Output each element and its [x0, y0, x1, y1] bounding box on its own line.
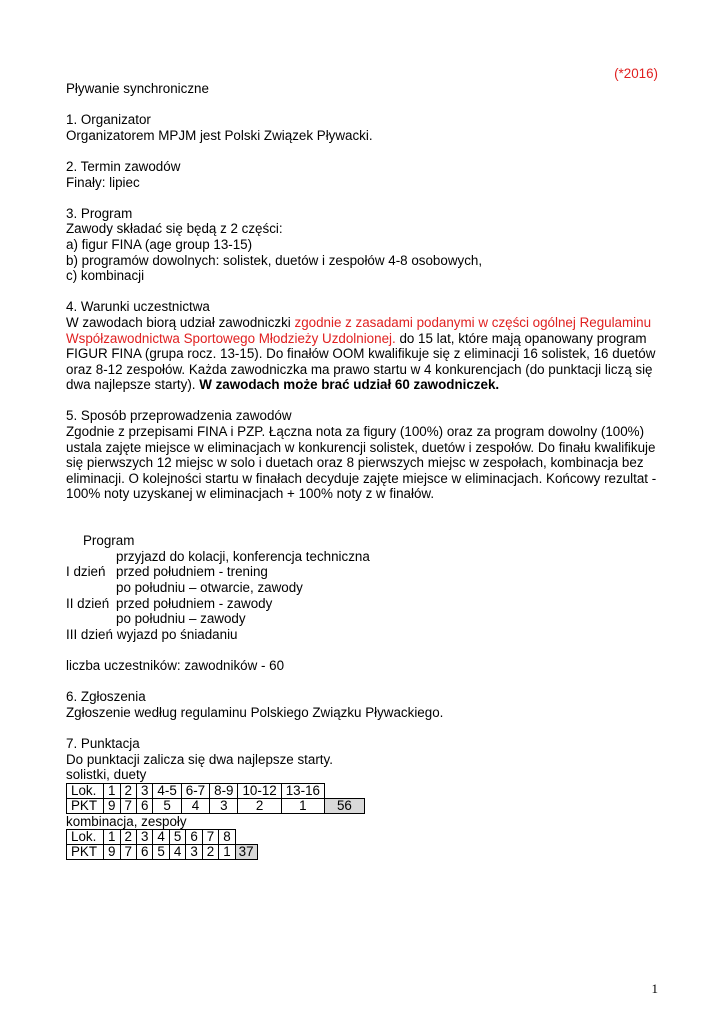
row-label: Lok.	[67, 783, 104, 798]
document-content	[66, 81, 658, 860]
points-cell: 7	[120, 845, 136, 860]
section-4-heading: 4. Warunki uczestnictwa	[66, 299, 210, 315]
place-cell: 8	[219, 830, 235, 845]
place-cell: 3	[136, 783, 152, 798]
section-7-intro: Do punktacji zalicza się dwa najlepsze starty.	[66, 751, 333, 767]
place-cell: 7	[202, 830, 218, 845]
schedule-row	[66, 580, 658, 596]
place-cell: 5	[169, 830, 185, 845]
points-cell: 1	[219, 845, 235, 860]
points-cell: 4	[169, 845, 185, 860]
place-cell: 2	[120, 783, 136, 798]
place-cell: 13-16	[281, 783, 324, 798]
points-cell: 9	[104, 798, 120, 813]
place-cell: 6	[186, 830, 202, 845]
place-cell: 4-5	[153, 783, 181, 798]
schedule-row	[66, 627, 658, 643]
table-row	[67, 830, 258, 845]
schedule-day	[66, 580, 116, 596]
place-cell: 1	[104, 830, 120, 845]
table-row	[67, 798, 365, 813]
points-cell: 1	[281, 798, 324, 813]
points-cell: 6	[136, 798, 152, 813]
schedule-row	[66, 564, 658, 580]
points-sum-cell: 56	[324, 798, 364, 813]
schedule-text: wyjazd po śniadaniu	[116, 626, 238, 642]
schedule-row	[66, 596, 658, 612]
section-5-heading: 5. Sposób przeprowadzenia zawodów	[66, 408, 292, 424]
schedule-day	[66, 549, 116, 565]
section-3-item-b: b) programów dowolnych: solistek, duetów i zespołów 4-8 osobowych,	[66, 252, 483, 268]
points-sum-cell: 37	[235, 845, 257, 860]
table-row	[67, 845, 258, 860]
points-table-solo-duet	[66, 783, 365, 814]
place-cell: 8-9	[210, 783, 238, 798]
points-cell: 2	[238, 798, 281, 813]
section-3-intro: Zawody składać się będą z 2 części:	[66, 221, 283, 237]
schedule-text: przyjazd do kolacji, konferencja techniczna	[116, 548, 370, 564]
section-5-text: Zgodnie z przepisami FINA i PZP. Łączna nota za figury (100%) oraz za program dowolny (100%) ustala zajęte miejsce w eliminacjach w konkurencji solistek, duetów i zespołów. Do finału kwalifikuje się pierwszych 12 miejsc w solo i duetach oraz 8 pierwszych miejsc w zespołach, kombinacja bez eliminacji. O kolejności startu w finałach decyduje zajęte miejsce w eliminacjach. Końcowy rezultat - 100% noty uzyskanej w eliminacjach + 100% noty z w finałów.	[66, 424, 657, 502]
row-label: PKT	[67, 845, 104, 860]
schedule-day	[66, 611, 116, 627]
points-cell: 4	[181, 798, 209, 813]
row-label: PKT	[67, 798, 104, 813]
year-mark: (*2016)	[614, 66, 658, 81]
section-2-text: Finały: lipiec	[66, 174, 140, 190]
schedule-title: Program	[83, 533, 135, 549]
points-cell: 2	[202, 845, 218, 860]
section-4-text-part1: W zawodach biorą udział zawodniczki	[66, 314, 295, 330]
points-cell: 7	[120, 798, 136, 813]
place-cell: 1	[104, 783, 120, 798]
schedule-row	[66, 549, 658, 565]
schedule-day: I dzień	[66, 564, 106, 580]
points-cell: 3	[186, 845, 202, 860]
points-cell: 3	[210, 798, 238, 813]
place-cell: 6-7	[181, 783, 209, 798]
row-label: Lok.	[67, 830, 104, 845]
points-table-combo-team	[66, 829, 258, 860]
section-7-heading: 7. Punktacja	[66, 735, 140, 751]
points-cell: 5	[153, 845, 169, 860]
schedule-day: III dzień	[66, 626, 113, 642]
schedule-day: II dzień	[66, 595, 110, 611]
place-cell: 3	[136, 830, 152, 845]
participants-count: liczba uczestników: zawodników - 60	[66, 657, 285, 673]
section-4-text-part3: do 15 lat, które mają opanowany program FIGUR FINA (grupa rocz. 13-15). Do finałów OOM kwalifikuje się z eliminacji 16 solistek, 16 duetów oraz 8-12 zespołów. Każda zawodniczka ma prawo startu w 4 konkurencjach (do punktacji liczą się dwa najlepsze starty).	[66, 330, 656, 393]
section-2-heading: 2. Termin zawodów	[66, 158, 181, 174]
section-4-text	[66, 315, 658, 393]
points-cell: 6	[136, 845, 152, 860]
page-number: 1	[651, 981, 658, 997]
table-row	[67, 783, 365, 798]
section-1-text: Organizatorem MPJM jest Polski Związek Pływacki.	[66, 127, 373, 143]
section-4-bold-text: W zawodach może brać udział 60 zawodniczek.	[199, 377, 500, 393]
section-3-heading: 3. Program	[66, 205, 133, 221]
table-1-caption: solistki, duety	[66, 767, 147, 783]
schedule-text: po południu – zawody	[116, 611, 246, 627]
schedule-text: przed południem - trening	[116, 564, 268, 580]
place-cell: 2	[120, 830, 136, 845]
schedule-text: po południu – otwarcie, zawody	[116, 580, 303, 595]
schedule-row	[66, 611, 658, 627]
document-title: Pływanie synchroniczne	[66, 81, 209, 96]
section-6-text: Zgłoszenie według regulaminu Polskiego Związku Pływackiego.	[66, 704, 444, 720]
section-4-red-text: zgodnie z zasadami podanymi w części ogólnej Regulaminu Współzawodnictwa Sportowego Młodzieży Uzdolnionej.	[66, 314, 652, 346]
table-2-caption: kombinacja, zespoły	[66, 813, 187, 829]
place-cell: 10-12	[238, 783, 281, 798]
schedule-list	[66, 549, 658, 643]
points-cell: 9	[104, 845, 120, 860]
schedule-text: przed południem - zawody	[116, 595, 273, 611]
section-3-item-c: c) kombinacji	[66, 268, 145, 284]
section-6-heading: 6. Zgłoszenia	[66, 689, 146, 705]
section-1-heading: 1. Organizator	[66, 112, 151, 128]
place-cell: 4	[153, 830, 169, 845]
points-cell: 5	[153, 798, 181, 813]
section-3-item-a: a) figur FINA (age group 13-15)	[66, 236, 253, 252]
